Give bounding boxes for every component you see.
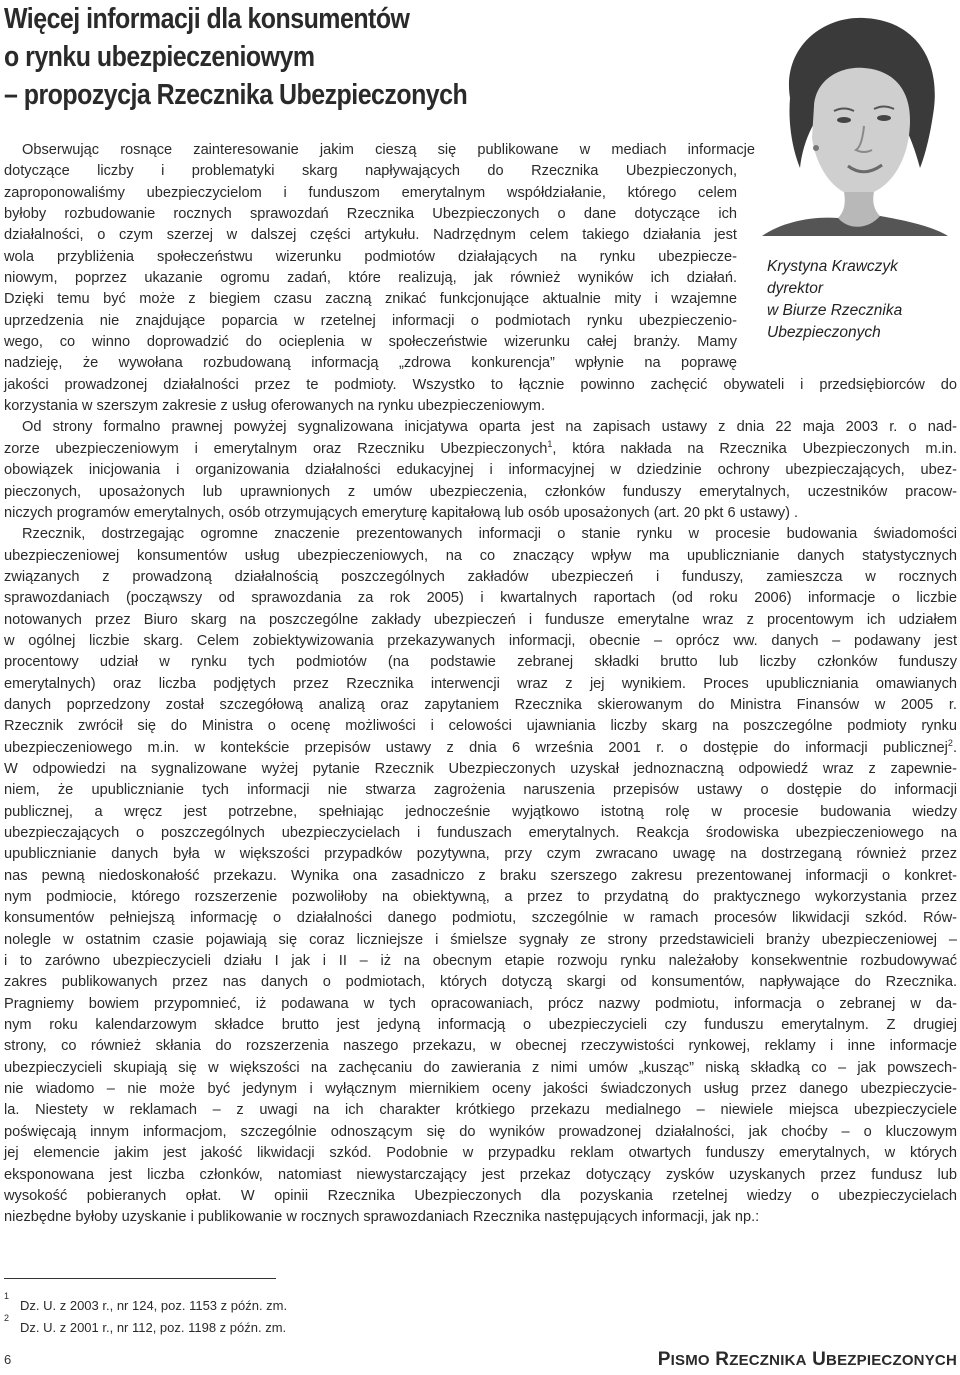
text-line: obowiązek inicjowania i organizowania działalności edukacyjnej i informacyjnej w dziedzinie ochrony ubezpieczających, ubez- (4, 462, 957, 479)
text-line: ubezpieczycieli skupiają się w większości na zachęcaniu do zawierania z nimi umów „kusząc” niską składką co – jak powszech- (4, 1059, 957, 1076)
footnote-ref: 1 (547, 438, 553, 449)
text-line: la. Niestety w reklamach – z uwagi na ich charakter krótkiego przekazu medialnego – niewiele miejsca ubezpieczyciele (4, 1102, 957, 1119)
text-line: niowym, poprzez ukazanie ogromu zadań, które realizują, jak również wyników ich działań. (4, 270, 737, 287)
text-line: Dzięki temu być może z biegiem czasu zaczną znikać funkcjonujące aktualnie mity i wzajemne (4, 291, 737, 308)
footnote-number: 2 (4, 1313, 10, 1323)
footnote-number: 1 (4, 1291, 10, 1301)
title-line: – propozycja Rzecznika Ubezpieczonych (4, 79, 468, 111)
text-line: ubezpieczeniowego m.in. w kontekście przepisów ustawy z dnia 6 września 2001 r. o dostępie do informacji publicznej$^2$. (4, 737, 957, 756)
text-line: niezbędne byłoby uzyskanie i publikowanie w rocznych sprawozdaniach Rzecznika następujących informacji, jak np.: (4, 1209, 760, 1226)
text-line: i to zarówno ubezpieczycieli działu I jak i II – iż na obecnym etapie rozwoju rynku należałoby konsekwentnie rozbudowywać (4, 953, 957, 970)
text-line: Rzecznik, dostrzegając ogromne znaczenie prezentowanych informacji o stanie rynku w procesie budowania świadomości (22, 526, 957, 543)
paragraph (4, 524, 957, 1228)
text-line: uprzedzenia nie znajdujące poparcia w rzetelnej informacji o podmiotach rynku ubezpieczenio- (4, 312, 737, 329)
footnote-ref: 2 (947, 737, 953, 748)
text-line: Rzecznik zwrócił się do Ministra o ocenę możliwości i celowości ujawniania liczby skarg na poszczególne podmioty rynku (4, 718, 957, 735)
footnote-divider (4, 1278, 276, 1279)
text-line: danych poprzedzony został szczegółową analizą oraz zapytaniem Rzecznika skierowanym do Ministra Finansów w 2005 r. (4, 696, 957, 713)
text-line: dotyczące liczby i problematyki skarg napływających do Rzecznika Ubezpieczonych, (4, 163, 737, 180)
text-line: jej elemencie jakim jest jakość likwidacji szkód. Podobnie w przypadku reklam otwartych funduszy emerytalnych, w których (4, 1145, 957, 1162)
text-line: strony, co również skłania do rozszerzenia naszego przekazu, w obecnej rzeczywistości rynkowej, reklamy i inne informacje (4, 1038, 957, 1055)
caption-role-line: dyrektor (767, 280, 823, 297)
text-line: upublicznianie danych była w większości przypadków pozytywna, przy czym zwracano uwagę na dostrzeganą również przez (4, 846, 957, 863)
text-line: byłoby rozbudowanie rocznych sprawozdań Rzecznika Ubezpieczonych o dane dotyczące ich (4, 206, 737, 223)
text-line: wola przybliżenia społeczeństwu wizerunku podmiotów działających na rynku ubezpiecze- (4, 248, 737, 265)
text-line: korzystania w szerszym zakresie z usług oferowanych na rynku ubezpieczeniowym. (4, 398, 546, 415)
title-line: o rynku ubezpieczeniowym (4, 41, 315, 73)
text-line: W odpowiedzi na sygnalizowane wyżej pytanie Rzecznik Ubezpieczonych uzyskał jednoznaczną odpowiedź wraz z zapewnie- (4, 760, 957, 777)
page-number: 6 (4, 1352, 12, 1367)
text-line: eksponowana jest liczba członków, natomiast niewystarczający jest przekaz dotyczący zysków uzyskanych przez fundusz lub (4, 1166, 957, 1183)
text-line: Obserwując rosnące zainteresowanie jakim cieszą się publikowane w mediach informacje (22, 142, 755, 158)
article-title (4, 0, 623, 114)
text-line: nie wiadomo – nie może być jedynym i wyłącznym miernikiem oceny jakości świadczonych usług przez danego ubezpieczycie- (4, 1081, 957, 1098)
text-line: emerytalnych) oraz liczba podjętych przez Rzecznika interwencji wraz z jej wynikiem. Proces upubliczniania omawianych (4, 675, 957, 692)
title-line: Więcej informacji dla konsumentów (4, 3, 410, 35)
text-line: notowanych przez Biuro skarg na poszczególne zakłady ubezpieczeń i fundusze emerytalne wraz z procentowym ich udziałem (4, 611, 957, 628)
text-line: wego, co winno doprowadzić do ocieplenia w społeczeństwie wizerunku całej branży. Mamy (4, 334, 737, 351)
text-line: nym podmiocie, którego rozszerzenie pozwoliłoby na obiektywną, a przez to przydatną do praktycznego wykorzystania przez (4, 889, 957, 906)
publication-brand: PISMO RZECZNIKA UBEZPIECZONYCH (657, 1349, 957, 1370)
caption-role-line: w Biurze Rzecznika (767, 302, 903, 319)
text-line: działalności, o czym szerzej w dalszej części artykułu. Nadrzędnym celem takiego działania jest (4, 227, 737, 244)
text-line: zaproponowaliśmy ubezpieczycielom i funduszom emerytalnym współdziałanie, którego celem (4, 184, 737, 201)
text-line: nolegle w ostatnim czasie pojawiają się coraz liczniejsze i śmielsze sygnały ze strony przedstawicieli branży ubezpieczeniowej – (4, 931, 957, 948)
text-line: zakres publikowanych przez nas danych o podmiotach, których dotyczą skargi od konsumentów, napływające do Rzecznika. (4, 974, 957, 991)
text-line: w ogólnej liczbie skarg. Celem zobiektywizowania przekazywanych informacji, obecnie – oprócz ww. danych – podawany jest (4, 632, 957, 649)
text-line: procentowy udział w rynku tych podmiotów (na podstawie zebranej składki brutto lub liczby członków funduszy (4, 654, 957, 671)
caption-role-line: Ubezpieczonych (767, 324, 881, 341)
text-line: związanych z prowadzoną działalnością poszczególnych zakładów ubezpieczeń i funduszy, zamieszcza w rocznych (4, 568, 957, 585)
text-line: ubezpieczeniowej konsumentów usług ubezpieczeniowych, na co znaczący wpływ ma upublicznianie danych statystycznych (4, 547, 957, 564)
text-line: Pragniemy bowiem przypomnieć, iż podawana w tych opracowaniach, prócz nazwy podmiotu, informacja o zebranej w da- (4, 995, 957, 1012)
footnote-text: Dz. U. z 2003 r., nr 124, poz. 1153 z późn. zm. (20, 1298, 288, 1313)
text-line: jakości prowadzonej działalności przez te podmioty. Wszystko to łącznie powinno zachęcić obywateli i przedsiębiorców do (4, 376, 957, 393)
text-line: ubezpieczających o poszczególnych ubezpieczycielach i funduszach emerytalnych. Reakcja środowiska ubezpieczeniowego na (4, 825, 957, 841)
text-line: pieczonych, uposażonych lub uprawnionych z umów ubezpieczenia, członków funduszy emerytalnych, uczestników pracow- (4, 483, 957, 500)
text-line: sprawozdaniach (począwszy od sprawozdania za rok 2005) i kwartalnych raportach (od roku 2006) informacje o liczbie (4, 590, 957, 607)
text-line: nas pewną niedoskonałość przekazu. Wynika ona zasadniczo z braku szerszego zakresu prezentowanej informacji o konkret- (4, 867, 957, 884)
text-line: zorze ubezpieczeniowym i emerytalnym oraz Rzeczniku Ubezpieczonych$^1$, która nakłada na Rzecznika Ubezpieczonych m.in. (4, 438, 957, 457)
paragraph (4, 140, 957, 417)
text-line: niczych programów emerytalnych, osób otrzymujących emeryturę kapitałową lub osób uposażonych (art. 20 pkt 6 ustawy) . (4, 504, 799, 521)
text-line: wysokość pobieranych opłat. W opinii Rzecznika Ubezpieczonych dla pozyskania rzetelnej wiedzy o ubezpieczycielach (4, 1187, 957, 1204)
caption-name: Krystyna Krawczyk (767, 258, 898, 275)
text-line: nym roku kalendarzowym składce brutto jest jedyną informacją o ubezpieczycieli czy funduszu emerytalnym. Z drugiej (4, 1017, 957, 1034)
article-body (4, 140, 957, 1229)
text-line: nadzieję, że wywołana rozbudowaną informacją „zdrowa konkurencja” wpłynie na poprawę (4, 355, 737, 372)
text-line: poświęcają innym informacjom, szczególnie odnoszącym się do wyników prowadzonej działalności, jak choćby – o kluczowym (4, 1123, 957, 1140)
paragraph (4, 417, 957, 524)
text-line: konsumentów pełniejszą informację o działalności danego podmiotu, szczególnie w ramach procesów likwidacji szkód. Rów- (4, 910, 957, 927)
footnote-text: Dz. U. z 2001 r., nr 112, poz. 1198 z późn. zm. (20, 1320, 287, 1335)
text-line: publicznej, a wręcz jest potrzebne, spełniając jednocześnie wyjątkowo istotną rolę w procesie budowania wiedzy (4, 803, 957, 820)
text-line: Od strony formalno prawnej powyżej sygnalizowana inicjatywa oparta jest na zapisach ustawy z dnia 22 maja 2003 r. o nad- (22, 419, 957, 436)
text-line: niem, że upublicznianie tych informacji nie stwarza zagrożenia naruszenia przepisów ustawy o dostępie do informacji (4, 782, 957, 799)
